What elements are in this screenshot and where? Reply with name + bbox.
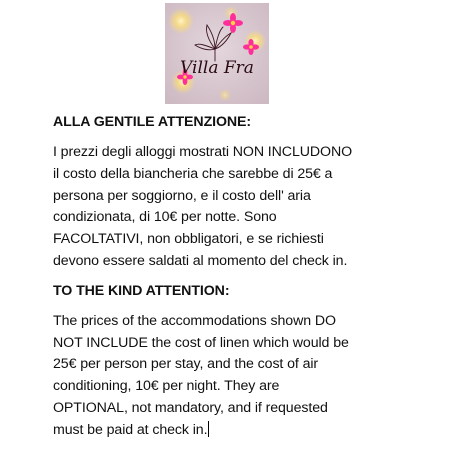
english-line-4: conditioning, 10€ per night. They are bbox=[53, 378, 280, 395]
logo-text: Villa Fra bbox=[180, 58, 254, 78]
italian-heading: ALLA GENTILE ATTENZIONE: bbox=[53, 114, 252, 130]
english-line-5: OPTIONAL, not mandatory, and if requested bbox=[53, 399, 328, 416]
english-heading: TO THE KIND ATTENTION: bbox=[53, 282, 230, 299]
italian-line-1: I prezzi degli alloggi mostrati NON INCLUDONO bbox=[53, 144, 353, 160]
villa-fra-logo bbox=[165, 3, 269, 104]
english-line-1: The prices of the accommodations shown DO bbox=[53, 312, 336, 329]
logo-artwork bbox=[165, 3, 269, 104]
italian-line-6: devono essere saldati al momento del check in. bbox=[53, 252, 348, 269]
english-line-6: must be paid at check in. bbox=[53, 421, 208, 438]
italian-notice bbox=[53, 142, 413, 273]
italian-line-4: condizionata, di 10€ per notte. Sono bbox=[53, 209, 277, 226]
italian-line-2: il costo della biancheria che sarebbe di 25€ a bbox=[53, 165, 333, 182]
text-cursor bbox=[208, 421, 209, 437]
english-line-6-wrap bbox=[53, 420, 413, 442]
english-line-2: NOT INCLUDE the cost of linen which would be bbox=[53, 334, 349, 351]
italian-line-5: FACOLTATIVI, non obbligatori, e se richiesti bbox=[53, 231, 324, 248]
english-notice[interactable] bbox=[53, 311, 413, 442]
english-line-3: 25€ per person per stay, and the cost of air bbox=[53, 356, 319, 373]
notice-content bbox=[53, 112, 413, 450]
italian-line-3: persona per soggiorno, e il costo dell' aria bbox=[53, 187, 311, 204]
